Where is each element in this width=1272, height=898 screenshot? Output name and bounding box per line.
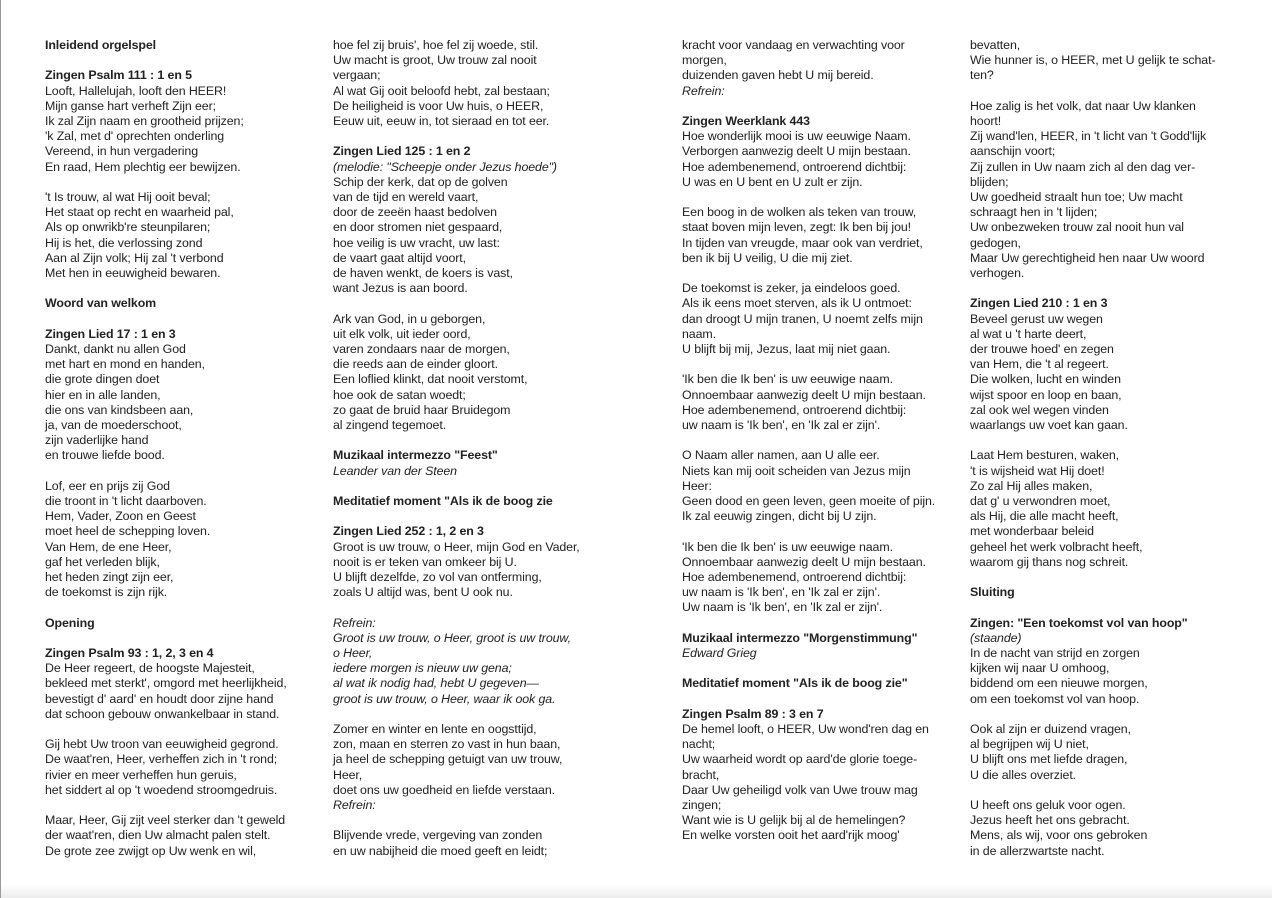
- text-line: bracht,: [682, 767, 720, 782]
- text-line: 't Is trouw, al wat Hij ooit beval;: [45, 190, 211, 204]
- text-line: U blijft bij mij, Jezus, laat mij niet gaan.: [682, 342, 891, 357]
- section-heading: Zingen Lied 17 : 1 en 3: [45, 326, 176, 341]
- text-line: Vereend, in hun vergadering: [45, 144, 198, 159]
- text-block: [333, 494, 595, 509]
- text-block: [45, 296, 307, 311]
- text-line: varen zondaars naar de morgen,: [333, 342, 510, 357]
- text-line: al begrijpen wij U niet,: [970, 737, 1089, 752]
- text-line: Zo zal Hij alles maken,: [970, 478, 1093, 493]
- text-line: kijken wij naar U omhoog,: [970, 661, 1110, 676]
- text-block: [682, 631, 944, 661]
- text-line: Aan al Zijn volk; Hij zal 't verbond: [45, 250, 224, 265]
- text-line: 'Ik ben die Ik ben' is uw eeuwige naam.: [682, 539, 893, 554]
- text-line: de toekomst is zijn rijk.: [45, 585, 168, 600]
- section-heading: Zingen Lied 252 : 1, 2 en 3: [333, 524, 484, 539]
- section-heading: Woord van welkom: [45, 296, 157, 311]
- text-block: [45, 479, 307, 601]
- text-line: Ik zal eeuwig zingen, dicht bij U zijn.: [682, 509, 877, 524]
- text-line: U die alles overziet.: [970, 767, 1077, 782]
- text-line: En raad, Hem plechtig eer bewijzen.: [45, 159, 241, 174]
- text-line: de haven wenkt, de koers is vast,: [333, 266, 513, 281]
- text-block: [45, 68, 307, 174]
- text-block: [333, 312, 595, 434]
- text-line: door de zeeën haast bedolven: [333, 205, 497, 220]
- text-line: ten?: [970, 68, 994, 83]
- text-block: [682, 448, 944, 524]
- text-block: [333, 722, 595, 813]
- italic-line: Edward Grieg: [682, 646, 757, 661]
- italic-line: (staande): [970, 630, 1022, 645]
- text-line: nacht;: [682, 737, 716, 752]
- text-line: hoe fel zij bruis', hoe fel zij woede, stil.: [333, 38, 539, 52]
- italic-line: Refrein:: [333, 615, 376, 630]
- text-line: hoe veilig is uw vracht, uw last:: [333, 235, 500, 250]
- text-line: morgen,: [682, 53, 727, 68]
- text-line: Onnoembaar aanwezig deelt U mijn bestaan.: [682, 387, 926, 402]
- text-line: zon, maan en sterren zo vast in hun baan,: [333, 737, 561, 752]
- text-block: [970, 798, 1232, 859]
- text-block: [682, 205, 944, 266]
- text-line: hier en in alle landen,: [45, 387, 161, 402]
- text-line: zo gaat de bruid haar Bruidegom: [333, 402, 511, 417]
- text-line: de vaart gaat altijd voort,: [333, 250, 466, 265]
- text-line: naam.: [682, 326, 716, 341]
- text-line: Als ik eens moet sterven, als ik U ontmoet:: [682, 296, 912, 311]
- text-line: Lof, eer en prijs zij God: [45, 478, 170, 493]
- text-line: in de allerzwartste nacht.: [970, 843, 1105, 858]
- text-line: en uw nabijheid die moed geeft en leidt;: [333, 843, 548, 858]
- text-line: Geen dood en geen leven, geen moeite of pijn.: [682, 494, 936, 509]
- text-line: het siddert al op 't woedend stroomgedruis.: [45, 782, 278, 797]
- text-line: Hoe adembenemend, ontroerend dichtbij:: [682, 159, 907, 174]
- text-line: Hoe adembenemend, ontroerend dichtbij:: [682, 402, 907, 417]
- text-line: uw naam is 'Ik ben', en 'Ik zal er zijn'.: [682, 418, 881, 433]
- text-block: [45, 38, 307, 53]
- text-line: Ark van God, in u geborgen,: [333, 311, 486, 326]
- text-line: Uw waarheid wordt op aard'de glorie toege-: [682, 752, 918, 767]
- text-block: [682, 38, 944, 99]
- text-line: Beveel gerust uw wegen: [970, 311, 1103, 326]
- text-line: van Hem, die 't al regeert.: [970, 357, 1109, 372]
- text-line: Want wie is U gelijk bij al de hemelingen?: [682, 813, 906, 828]
- text-line: Uw onbezweken trouw zal nooit hun val: [970, 220, 1184, 235]
- text-block: [45, 737, 307, 798]
- text-line: U heeft ons geluk voor ogen.: [970, 798, 1126, 813]
- text-line: zijn vaderlijke hand: [45, 433, 149, 448]
- text-line: In de nacht van strijd en zorgen: [970, 646, 1140, 661]
- text-line: van de tijd en wereld vaart,: [333, 190, 479, 205]
- text-line: Zomer en winter en lente en oogsttijd,: [333, 722, 537, 737]
- italic-line: al wat ik nodig had, hebt U gegeven—: [333, 676, 539, 691]
- text-line: wijst spoor en loop en baan,: [970, 387, 1122, 402]
- text-line: dat schoon gebouw onwankelbaar in stand.: [45, 706, 280, 721]
- text-block: [970, 448, 1232, 570]
- text-line: Het staat op recht en waarheid pal,: [45, 205, 234, 220]
- text-line: De toekomst is zeker, ja eindeloos goed.: [682, 281, 901, 296]
- text-line: Blijvende vrede, vergeving van zonden: [333, 828, 543, 843]
- text-line: en door stromen niet gespaard,: [333, 220, 503, 235]
- text-line: De waat'ren, Heer, verheffen zich in 't rond;: [45, 752, 278, 767]
- text-line: Eeuw uit, eeuw in, tot sieraad en tot eer.: [333, 114, 550, 129]
- text-line: Heer,: [333, 767, 363, 782]
- text-line: ja, van de moederschoot,: [45, 418, 182, 433]
- text-line: vergaan;: [333, 68, 381, 83]
- text-line: 'Ik ben die Ik ben' is uw eeuwige naam.: [682, 372, 893, 387]
- text-line: aanschijn voort;: [970, 144, 1056, 159]
- text-block: [333, 616, 595, 707]
- text-line: U blijft ons met liefde dragen,: [970, 752, 1128, 767]
- text-block: [333, 144, 595, 296]
- text-line: Heer:: [682, 478, 712, 493]
- text-line: waarlangs uw voet kan gaan.: [970, 418, 1128, 433]
- section-heading: Muzikaal intermezzo "Morgenstimmung": [682, 630, 918, 645]
- text-line: 'k Zal, met d' oprechten onderling: [45, 129, 225, 144]
- text-line: bekleed met sterkt', omgord met heerlijkheid,: [45, 676, 287, 691]
- text-line: Hoe adembenemend, ontroerend dichtbij:: [682, 570, 907, 585]
- text-line: Als op onwrikb're steunpilaren;: [45, 220, 211, 235]
- text-line: Looft, Hallelujah, looft den HEER!: [45, 83, 227, 98]
- text-block: [970, 722, 1232, 783]
- section-heading: Zingen Lied 125 : 1 en 2: [333, 144, 471, 159]
- text-line: verhogen.: [970, 266, 1025, 281]
- column-2: [333, 38, 595, 859]
- text-line: Dankt, dankt nu allen God: [45, 342, 186, 356]
- text-line: Ook al zijn er duizend vragen,: [970, 722, 1131, 737]
- text-line: doet ons uw goedheid en liefde verstaan.: [333, 782, 555, 797]
- text-line: blijden;: [970, 174, 1009, 189]
- text-line: Maar Uw gerechtigheid hen naar Uw woord: [970, 250, 1205, 265]
- text-block: [45, 190, 307, 281]
- text-block: [45, 813, 307, 859]
- text-line: De heiligheid is voor Uw huis, o HEER,: [333, 98, 544, 113]
- text-line: dan droogt U mijn tranen, U noemt zelfs mijn: [682, 311, 923, 326]
- section-heading: Inleidend orgelspel: [45, 38, 157, 52]
- section-heading: Meditatief moment "Als ik de boog zie: [333, 494, 553, 509]
- text-block: [682, 540, 944, 616]
- text-line: als Hij, die alle macht heeft,: [970, 509, 1119, 524]
- text-line: zal ook wel wegen vinden: [970, 402, 1109, 417]
- text-line: Uw macht is groot, Uw trouw zal nooit: [333, 53, 537, 68]
- text-line: schraagt hen in 't lijden;: [970, 205, 1098, 220]
- text-line: hoort!: [970, 114, 1002, 128]
- text-line: moet heel de schepping loven.: [45, 524, 211, 539]
- italic-line: (melodie: "Scheepje onder Jezus hoede"): [333, 159, 557, 174]
- column-4: [970, 38, 1232, 859]
- text-line: Mijn ganse hart verheft Zijn eer;: [45, 98, 216, 113]
- text-block: [970, 99, 1232, 281]
- text-block: [682, 372, 944, 433]
- text-line: kracht voor vandaag en verwachting voor: [682, 38, 905, 52]
- text-line: Wie hunner is, o HEER, met U gelijk te schat-: [970, 53, 1216, 68]
- text-line: biddend om een nieuwe morgen,: [970, 676, 1148, 691]
- text-line: het heden zingt zijn eer,: [45, 570, 174, 585]
- text-line: die ons van kindsbeen aan,: [45, 402, 194, 417]
- text-block: [970, 585, 1232, 600]
- text-line: die grote dingen doet: [45, 372, 160, 387]
- text-line: Hoe wonderlijk mooi is uw eeuwige Naam.: [682, 129, 911, 144]
- text-line: U blijft dezelfde, zo vol van ontferming,: [333, 570, 542, 585]
- text-line: om een toekomst vol van hoop.: [970, 691, 1140, 706]
- text-line: Een loflied klinkt, dat nooit verstomt,: [333, 372, 528, 387]
- column-1: [45, 38, 307, 859]
- section-heading: Zingen Weerklank 443: [682, 114, 810, 128]
- italic-line: Leander van der Steen: [333, 463, 457, 478]
- text-line: ja heel de schepping getuigt van uw trouw,: [333, 752, 563, 767]
- text-line: De Heer regeert, de hoogste Majesteit,: [45, 661, 255, 676]
- text-line: rivier en meer verheffen hun geruis,: [45, 767, 237, 782]
- section-heading: Opening: [45, 615, 95, 630]
- text-line: Al wat Gij ooit beloofd hebt, zal bestaan;: [333, 83, 550, 98]
- text-block: [333, 38, 595, 129]
- text-block: [45, 327, 307, 464]
- text-block: [333, 828, 595, 858]
- section-heading: Zingen Psalm 111 : 1 en 5: [45, 68, 192, 83]
- text-line: Hij is het, die verlossing zond: [45, 235, 203, 250]
- italic-line: groot is uw trouw, o Heer, waar ik ook ga.: [333, 691, 556, 706]
- italic-line: Refrein:: [682, 83, 725, 98]
- text-block: [45, 646, 307, 722]
- text-line: der trouwe hoed' en zegen: [970, 342, 1114, 357]
- text-line: Ik zal Zijn naam en grootheid prijzen;: [45, 114, 244, 128]
- text-line: bevatten,: [970, 38, 1021, 52]
- text-block: [682, 676, 944, 691]
- text-line: Die wolken, lucht en winden: [970, 372, 1121, 387]
- text-line: der waat'ren, dien Uw almacht palen stelt.: [45, 828, 271, 843]
- text-line: Verborgen aanwezig deelt U mijn bestaan.: [682, 144, 911, 159]
- page-bottom-shadow: [1, 884, 1272, 898]
- text-line: uit elk volk, uit ieder oord,: [333, 326, 471, 341]
- text-line: Hem, Vader, Zoon en Geest: [45, 509, 196, 524]
- text-line: en trouwe liefde bood.: [45, 448, 165, 463]
- section-heading: Muzikaal intermezzo "Feest": [333, 448, 498, 463]
- section-heading: Sluiting: [970, 585, 1015, 600]
- text-line: De hemel looft, o HEER, Uw wond'ren dag en: [682, 722, 929, 736]
- text-line: uw naam is 'Ik ben', en 'Ik zal er zijn'.: [682, 585, 881, 600]
- text-line: met hart en mond en handen,: [45, 357, 205, 372]
- text-block: [682, 114, 944, 190]
- italic-line: Refrein:: [333, 798, 376, 813]
- text-line: waarom gij thans nog schreit.: [970, 554, 1129, 569]
- text-block: [682, 707, 944, 844]
- text-block: [970, 38, 1232, 84]
- text-line: Met hen in eeuwigheid bewaren.: [45, 266, 221, 281]
- text-line: 't is wijsheid wat Hij doet!: [970, 463, 1105, 478]
- text-line: Laat Hem besturen, waken,: [970, 448, 1120, 463]
- text-line: nooit is er teken van omkeer bij U.: [333, 554, 517, 569]
- text-line: dat g' u verwondren moet,: [970, 494, 1111, 509]
- text-line: duizenden gaven hebt U mij bereid.: [682, 68, 874, 83]
- text-line: al zingend tegemoet.: [333, 418, 447, 433]
- text-line: Een boog in de wolken als teken van trouw,: [682, 205, 917, 220]
- text-line: Maar, Heer, Gij zijt veel sterker dan 't geweld: [45, 813, 286, 828]
- section-heading: Zingen: "Een toekomst vol van hoop": [970, 615, 1188, 630]
- text-line: En welke vorsten ooit het aard'rijk moog': [682, 828, 900, 843]
- text-line: Niets kan mij ooit scheiden van Jezus mijn: [682, 463, 911, 478]
- text-block: [333, 524, 595, 600]
- text-line: geheel het werk volbracht heeft,: [970, 539, 1143, 554]
- text-line: Mens, als wij, voor ons gebroken: [970, 828, 1148, 843]
- text-block: [970, 616, 1232, 707]
- section-heading: Zingen Lied 210 : 1 en 3: [970, 296, 1108, 311]
- text-line: Zij wand'len, HEER, in 't licht van 't Godd'lijk: [970, 129, 1207, 144]
- text-line: Uw goedheid straalt hun toe; Uw macht: [970, 190, 1183, 205]
- text-line: zoals U altijd was, bent U ook nu.: [333, 585, 513, 600]
- text-line: die reeds aan de einder gloort.: [333, 357, 498, 372]
- text-line: Jezus heeft het ons gebracht.: [970, 813, 1130, 828]
- text-line: die troont in 't licht daarboven.: [45, 494, 207, 509]
- text-line: hoe ook de satan woedt;: [333, 387, 466, 402]
- italic-line: iedere morgen is nieuw uw gena;: [333, 661, 512, 676]
- text-line: Schip der kerk, dat op de golven: [333, 174, 508, 189]
- text-line: bevestigt d' aard' en houdt door zijne hand: [45, 691, 274, 706]
- text-line: Gij hebt Uw troon van eeuwigheid gegrond.: [45, 737, 279, 752]
- text-block: [333, 448, 595, 478]
- text-line: staat boven mijn leven, zegt: Ik ben bij jou!: [682, 220, 911, 235]
- text-line: Hoe zalig is het volk, dat naar Uw klanken: [970, 98, 1196, 113]
- text-line: Onnoembaar aanwezig deelt U mijn bestaan.: [682, 554, 926, 569]
- text-line: gedogen,: [970, 235, 1021, 250]
- section-heading: Zingen Psalm 93 : 1, 2, 3 en 4: [45, 646, 214, 661]
- italic-line: Groot is uw trouw, o Heer, groot is uw trouw,: [333, 630, 571, 645]
- text-line: ben ik bij U veilig, U die mij ziet.: [682, 250, 853, 265]
- text-line: Zij zullen in Uw naam zich al den dag ver-: [970, 159, 1196, 174]
- text-line: In tijden van vreugde, maar ook van verdriet,: [682, 235, 923, 250]
- text-line: met wonderbaar beleid: [970, 524, 1094, 539]
- text-line: gaf het verleden blijk,: [45, 554, 160, 569]
- text-line: al wat u 't harte deert,: [970, 326, 1087, 341]
- text-line: Groot is uw trouw, o Heer, mijn God en Vader,: [333, 539, 580, 554]
- text-line: Uw naam is 'Ik ben', en 'Ik zal er zijn'.: [682, 600, 883, 615]
- text-line: zingen;: [682, 798, 722, 813]
- text-line: O Naam aller namen, aan U alle eer.: [682, 448, 880, 463]
- text-block: [682, 281, 944, 357]
- text-line: want Jezus is aan boord.: [333, 281, 468, 296]
- text-line: Van Hem, de ene Heer,: [45, 539, 172, 554]
- text-line: U was en U bent en U zult er zijn.: [682, 174, 863, 189]
- text-block: [970, 296, 1232, 433]
- text-line: Daar Uw geheiligd volk van Uwe trouw mag: [682, 782, 918, 797]
- text-line: De grote zee zwijgt op Uw wenk en wil,: [45, 843, 257, 858]
- text-block: [45, 616, 307, 631]
- column-3: [682, 38, 944, 844]
- section-heading: Meditatief moment "Als ik de boog zie": [682, 676, 908, 691]
- italic-line: o Heer,: [333, 646, 373, 661]
- section-heading: Zingen Psalm 89 : 3 en 7: [682, 706, 824, 721]
